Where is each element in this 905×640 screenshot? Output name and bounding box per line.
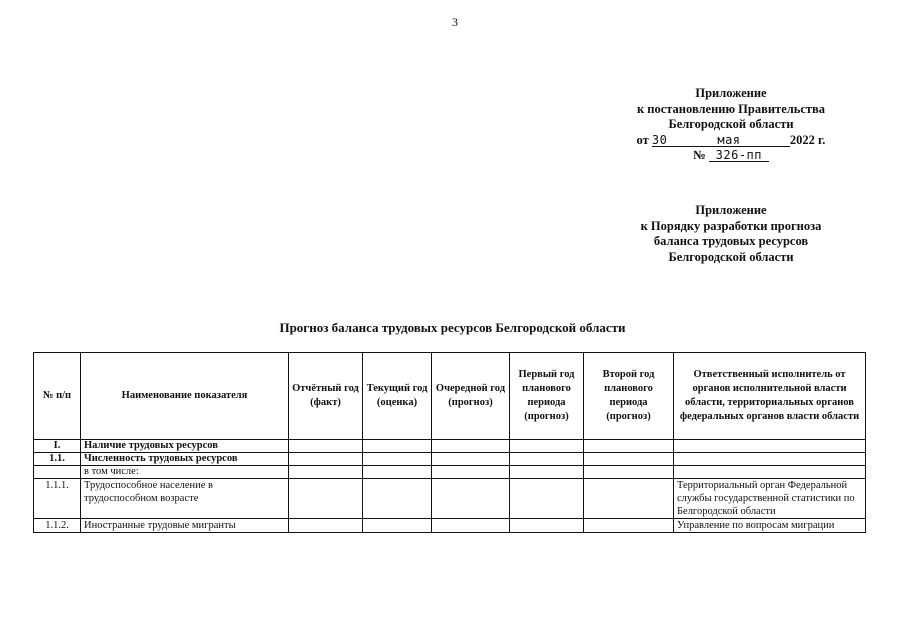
cell-empty <box>363 440 432 453</box>
table-row <box>34 479 866 519</box>
cell-empty <box>510 453 584 466</box>
date-prefix: от <box>636 132 649 147</box>
table-row <box>34 466 866 479</box>
appendix2-line-1: к Порядку разработки прогноза <box>640 218 822 233</box>
date-day: 30 <box>651 132 668 147</box>
resolution-date <box>600 133 862 149</box>
row-name: Трудоспособное население в трудоспособном возрасте <box>81 479 289 519</box>
appendix2-line-2: баланса трудовых ресурсов <box>653 234 809 248</box>
cell-empty <box>289 440 363 453</box>
row-name: Наличие трудовых ресурсов <box>81 440 289 453</box>
date-month: мая <box>717 132 741 147</box>
appendix2-line-3: Белгородской области <box>668 249 794 264</box>
row-responsible <box>674 466 866 479</box>
row-num: 1.1. <box>34 453 81 466</box>
row-responsible <box>674 440 866 453</box>
row-num <box>34 466 81 479</box>
header-plan-year-2: Второй год планового периода (прогноз) <box>584 353 674 440</box>
appendix-line-1: к постановлению Правительства <box>636 101 826 116</box>
cell-empty <box>432 466 510 479</box>
appendix-line-2: Белгородской области <box>668 117 794 131</box>
date-day-month-field <box>652 134 790 147</box>
table-row <box>34 440 866 453</box>
table-header-row <box>34 353 866 440</box>
cell-empty <box>432 479 510 519</box>
cell-empty <box>289 453 363 466</box>
header-next-year: Очередной год (прогноз) <box>432 353 510 440</box>
cell-empty <box>584 440 674 453</box>
cell-empty <box>584 479 674 519</box>
number-value: 326-пп <box>709 149 769 162</box>
row-num: 1.1.2. <box>34 519 81 533</box>
cell-empty <box>363 466 432 479</box>
resolution-number <box>600 148 862 164</box>
header-num: № п/п <box>34 353 81 440</box>
date-year: 2022 г. <box>789 132 826 147</box>
row-name: Численность трудовых ресурсов <box>81 453 289 466</box>
cell-empty <box>363 453 432 466</box>
cell-empty <box>510 519 584 533</box>
table-row <box>34 519 866 533</box>
row-name: в том числе: <box>81 466 289 479</box>
cell-empty <box>584 466 674 479</box>
document-title: Прогноз баланса трудовых ресурсов Белгородской области <box>279 320 626 335</box>
row-name: Иностранные трудовые мигранты <box>81 519 289 533</box>
cell-empty <box>510 466 584 479</box>
appendix2-title: Приложение <box>695 203 767 217</box>
row-responsible: Территориальный орган Федеральной службы государственной статистики по Белгородской области <box>674 479 866 519</box>
number-label: № <box>693 148 706 162</box>
cell-empty <box>289 479 363 519</box>
header-indicator-name: Наименование показателя <box>81 353 289 440</box>
cell-empty <box>584 519 674 533</box>
appendix-procedure <box>600 203 862 265</box>
cell-empty <box>289 466 363 479</box>
row-num: I. <box>34 440 81 453</box>
table-row <box>34 453 866 466</box>
cell-empty <box>584 453 674 466</box>
cell-empty <box>363 479 432 519</box>
row-responsible <box>674 453 866 466</box>
header-report-year: Отчётный год (факт) <box>289 353 363 440</box>
header-plan-year-1: Первый год планового периода (прогноз) <box>510 353 584 440</box>
cell-empty <box>510 440 584 453</box>
cell-empty <box>510 479 584 519</box>
labor-balance-table <box>33 352 866 533</box>
cell-empty <box>289 519 363 533</box>
row-responsible: Управление по вопросам миграции <box>674 519 866 533</box>
page-number: 3 <box>452 15 458 29</box>
row-num: 1.1.1. <box>34 479 81 519</box>
cell-empty <box>432 453 510 466</box>
appendix-government-resolution <box>600 86 862 164</box>
cell-empty <box>363 519 432 533</box>
appendix-title: Приложение <box>695 86 767 100</box>
cell-empty <box>432 440 510 453</box>
header-responsible: Ответственный исполнитель от органов исполнительной власти области, территориальных органов федеральных органов власти области <box>674 353 866 440</box>
cell-empty <box>432 519 510 533</box>
header-current-year: Текущий год (оценка) <box>363 353 432 440</box>
